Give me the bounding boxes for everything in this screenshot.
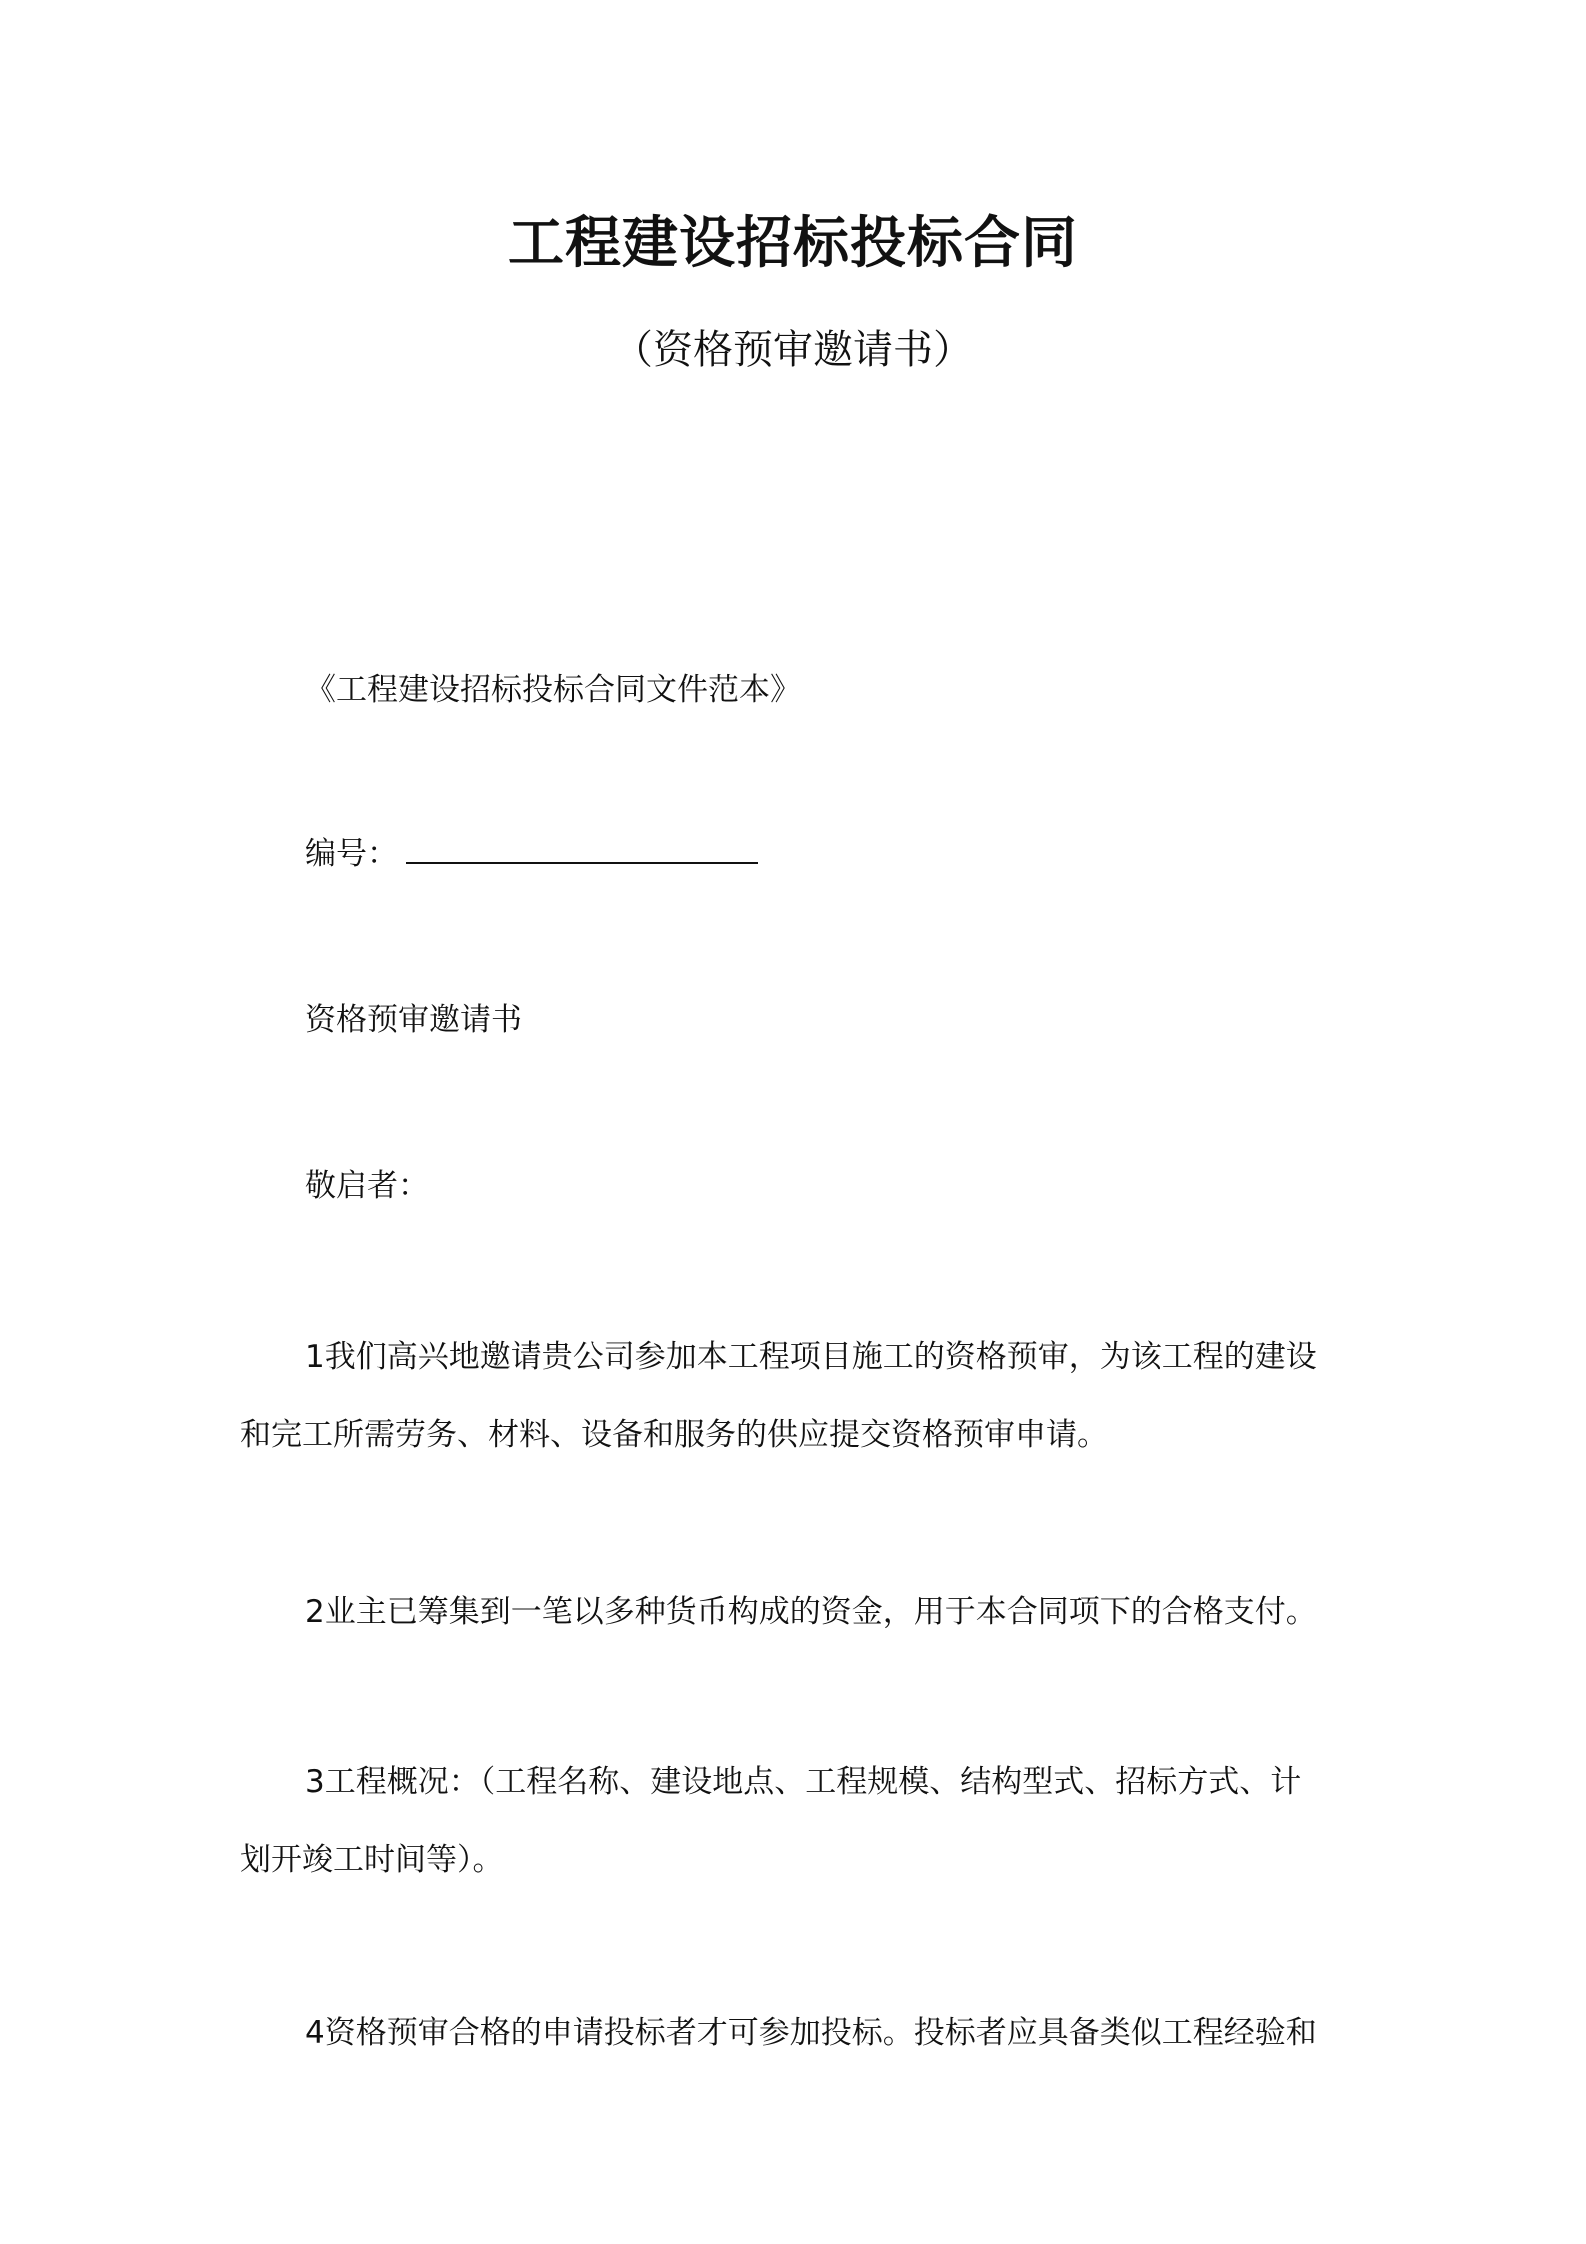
number-blank-field [406,832,758,864]
salutation: 敬启者： [305,1168,429,1204]
document-title: 工程建设招标投标合同 [508,211,1078,276]
template-name: 《工程建设招标投标合同文件范本》 [305,672,801,708]
paragraph-3-line-2: 划开竣工时间等）。 [240,1842,504,1878]
paragraph-2-line-1: 2业主已筹集到一笔以多种货币构成的资金，用于本合同项下的合格支付。 [305,1594,1317,1630]
paragraph-4-line-1: 4资格预审合格的申请投标者才可参加投标。投标者应具备类似工程经验和 [305,2015,1317,2051]
paragraph-3-line-1: 3工程概况：（工程名称、建设地点、工程规模、结构型式、招标方式、计 [305,1764,1302,1800]
paragraph-1-line-1: 1我们高兴地邀请贵公司参加本工程项目施工的资格预审，为该工程的建设 [305,1339,1317,1375]
number-label: 编号： [305,836,398,872]
number-row [305,832,758,876]
section-heading: 资格预审邀请书 [305,1002,522,1038]
document-subtitle: （资格预审邀请书） [613,327,973,373]
paragraph-1-line-2: 和完工所需劳务、材料、设备和服务的供应提交资格预审申请。 [240,1417,1108,1453]
